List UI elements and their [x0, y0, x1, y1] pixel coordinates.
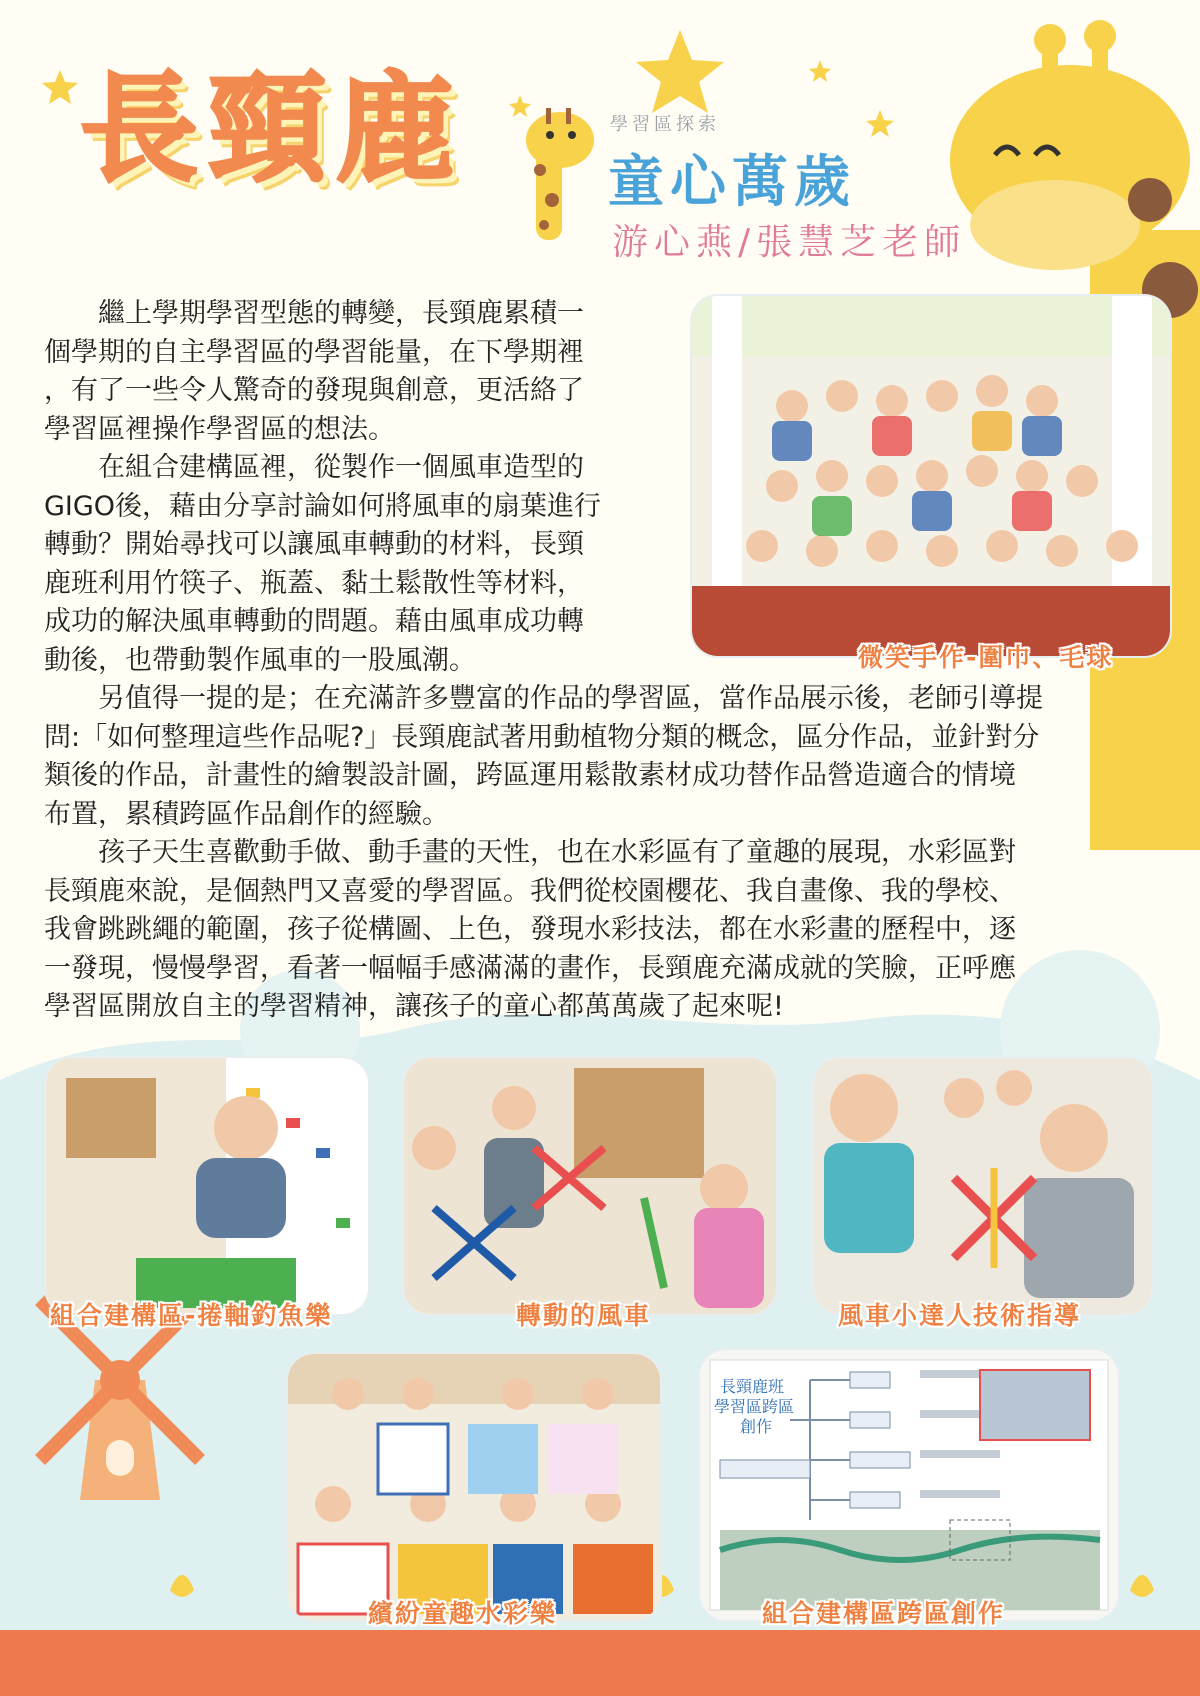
text-line: 一發現，慢慢學習，看著一幅幅手感滿滿的畫作，長頸鹿充滿成就的笑臉，正呼應 — [44, 952, 1016, 984]
article-paragraph — [44, 449, 669, 680]
text-line: ，有了一些令人驚奇的發現與創意，更活絡了 — [44, 375, 584, 406]
ground-strip — [0, 1630, 1200, 1696]
photo-caption: 風車小達人技術指導 — [838, 1301, 1082, 1330]
article-paragraph — [44, 295, 669, 449]
board-title: 長頸鹿班 — [720, 1377, 785, 1396]
photo-caption: 組合建構區-捲軸釣魚樂 — [50, 1301, 333, 1330]
article-paragraph — [44, 834, 1174, 1027]
section-label: 學習區探索 — [610, 114, 720, 135]
photo-caption: 組合建構區跨區創作 — [762, 1599, 1006, 1628]
text-line: 另值得一提的是；在充滿許多豐富的作品的學習區，當作品展示後，老師引導提 — [44, 683, 1043, 714]
text-line: 布置，累積跨區作品創作的經驗。 — [44, 798, 449, 830]
page-title: 長頸鹿 — [80, 60, 465, 198]
text-line: 孩子天生喜歡動手做、動手畫的天性，也在水彩區有了童趣的展現，水彩區對 — [44, 837, 1016, 868]
photo-fishing — [46, 1058, 368, 1314]
board-title: 創作 — [740, 1417, 773, 1436]
text-line: 類後的作品，計畫性的繪製設計圖，跨區運用鬆散素材成功替作品營造適合的情境 — [44, 760, 1016, 791]
text-line: 在組合建構區裡，從製作一個風車造型的 — [44, 452, 584, 483]
text-line: 長頸鹿來說，是個熱門又喜愛的學習區。我們從校園櫻花、我自畫像、我的學校、 — [44, 875, 1016, 907]
text-line: GIGO後，藉由分享討論如何將風車的扇葉進行 — [44, 490, 602, 522]
text-line: 繼上學期學習型態的轉變，長頸鹿累積一 — [44, 298, 584, 329]
photo-caption: 繽紛童趣水彩樂 — [368, 1599, 558, 1628]
photo-painting — [288, 1354, 660, 1620]
article-title: 童心萬歲 — [608, 150, 856, 215]
text-line: 問:「如何整理這些作品呢?」長頸鹿試著用動植物分類的概念，區分作品，並針對分 — [44, 721, 1040, 753]
text-line: 鹿班利用竹筷子、瓶蓋、黏土鬆散性等材料， — [44, 567, 584, 599]
photo-windmill — [404, 1058, 776, 1314]
text-line: 成功的解決風車轉動的問題。藉由風車成功轉 — [44, 606, 584, 637]
photo-crossarea — [700, 1350, 1118, 1620]
photo-group-children — [692, 296, 1170, 656]
photo-mentor — [814, 1058, 1152, 1314]
text-line: 動後，也帶動製作風車的一股風潮。 — [44, 644, 476, 676]
photo-caption: 微笑手作-圍巾、毛球 — [858, 643, 1114, 672]
author-line: 游心燕/張慧芝老師 — [612, 222, 967, 263]
photo-caption: 轉動的風車 — [516, 1301, 652, 1330]
text-line: 學習區開放自主的學習精神，讓孩子的童心都萬萬歲了起來呢! — [44, 991, 784, 1022]
board-title: 學習區跨區 — [714, 1397, 795, 1416]
article-paragraph — [44, 680, 1174, 834]
text-line: 轉動？開始尋找可以讓風車轉動的材料，長頸 — [44, 529, 584, 560]
text-line: 我會跳跳繩的範圍，孩子從構圖、上色，發現水彩技法，都在水彩畫的歷程中，逐 — [44, 914, 1016, 945]
text-line: 個學期的自主學習區的學習能量，在下學期裡 — [44, 336, 584, 368]
text-line: 學習區裡操作學習區的想法。 — [44, 413, 395, 445]
giraffe-icon — [526, 108, 594, 240]
